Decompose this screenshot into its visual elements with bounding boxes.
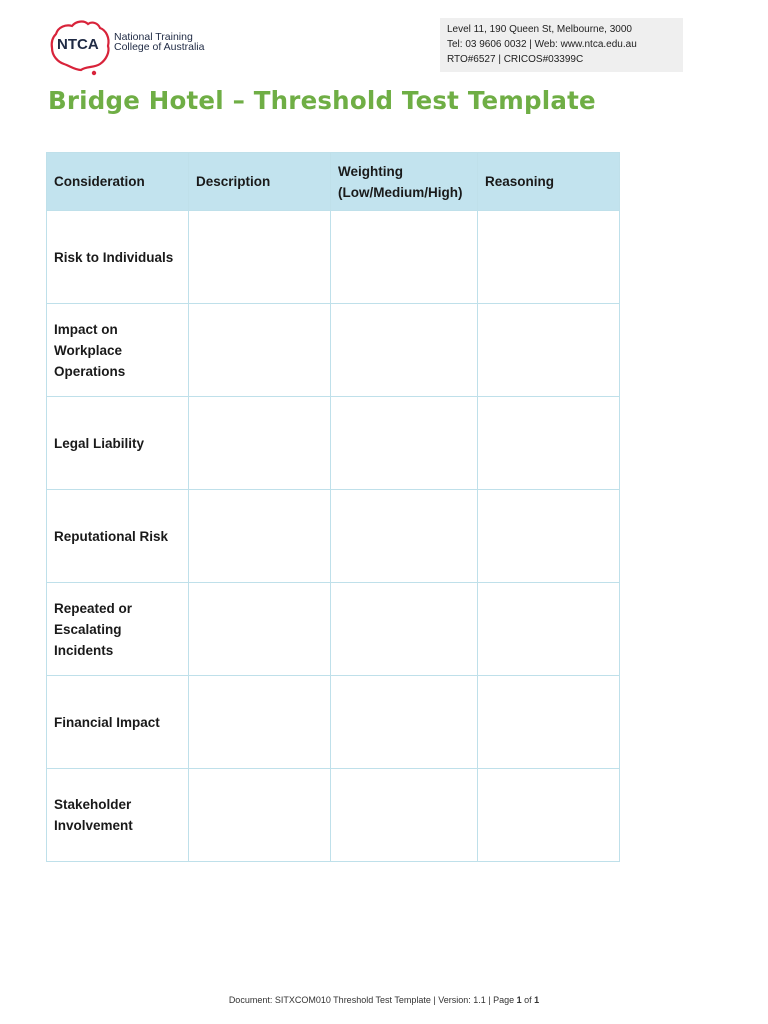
reasoning-cell[interactable] <box>478 583 620 676</box>
contact-phone-web: Tel: 03 9606 0032 | Web: www.ntca.edu.au <box>447 39 637 50</box>
logo-name-line1: National Training <box>114 31 193 43</box>
footer-of: of <box>521 995 535 1005</box>
consideration-cell: Financial Impact <box>47 676 189 769</box>
footer-page-total: 1 <box>534 995 540 1005</box>
description-cell[interactable] <box>189 211 331 304</box>
logo-name-line2: College of Australia <box>114 41 205 53</box>
consideration-cell: Impact on Workplace Operations <box>47 304 189 397</box>
header-weighting: Weighting (Low/Medium/High) <box>331 153 478 211</box>
consideration-cell: Repeated or Escalating Incidents <box>47 583 189 676</box>
reasoning-cell[interactable] <box>478 769 620 862</box>
header-reasoning: Reasoning <box>478 153 620 211</box>
table-row <box>47 490 620 583</box>
header-consideration: Consideration <box>47 153 189 211</box>
page-title: Bridge Hotel – Threshold Test Template <box>48 86 596 115</box>
description-cell[interactable] <box>189 583 331 676</box>
footer-page-number: 1 <box>516 995 522 1005</box>
reasoning-cell[interactable] <box>478 397 620 490</box>
weighting-cell[interactable] <box>331 583 478 676</box>
table-row <box>47 304 620 397</box>
description-cell[interactable] <box>189 676 331 769</box>
weighting-cell[interactable] <box>331 676 478 769</box>
weighting-cell[interactable] <box>331 769 478 862</box>
header-description: Description <box>189 153 331 211</box>
table-row <box>47 211 620 304</box>
reasoning-cell[interactable] <box>478 676 620 769</box>
description-cell[interactable] <box>189 490 331 583</box>
table-row <box>47 583 620 676</box>
contact-registration: RTO#6527 | CRICOS#03399C <box>447 54 584 65</box>
table-row <box>47 769 620 862</box>
weighting-cell[interactable] <box>331 397 478 490</box>
table-header-row <box>47 153 620 211</box>
description-cell[interactable] <box>189 397 331 490</box>
weighting-cell[interactable] <box>331 304 478 397</box>
logo-name <box>114 32 204 52</box>
contact-box <box>440 18 683 72</box>
reasoning-cell[interactable] <box>478 211 620 304</box>
table-row <box>47 397 620 490</box>
reasoning-cell[interactable] <box>478 490 620 583</box>
consideration-cell: Legal Liability <box>47 397 189 490</box>
consideration-cell: Risk to Individuals <box>47 211 189 304</box>
description-cell[interactable] <box>189 769 331 862</box>
page-footer <box>0 995 768 1005</box>
weighting-cell[interactable] <box>331 490 478 583</box>
contact-address: Level 11, 190 Queen St, Melbourne, 3000 <box>447 24 632 35</box>
description-cell[interactable] <box>189 304 331 397</box>
reasoning-cell[interactable] <box>478 304 620 397</box>
consideration-cell: Reputational Risk <box>47 490 189 583</box>
table-row <box>47 676 620 769</box>
footer-prefix: Document: SITXCOM010 Threshold Test Template | Version: 1.1 | Page <box>228 995 517 1005</box>
threshold-test-table <box>46 152 620 862</box>
ntca-logo <box>48 18 218 76</box>
logo-mark: NTCA <box>57 36 99 53</box>
weighting-cell[interactable] <box>331 211 478 304</box>
consideration-cell: Stakeholder Involvement <box>47 769 189 862</box>
